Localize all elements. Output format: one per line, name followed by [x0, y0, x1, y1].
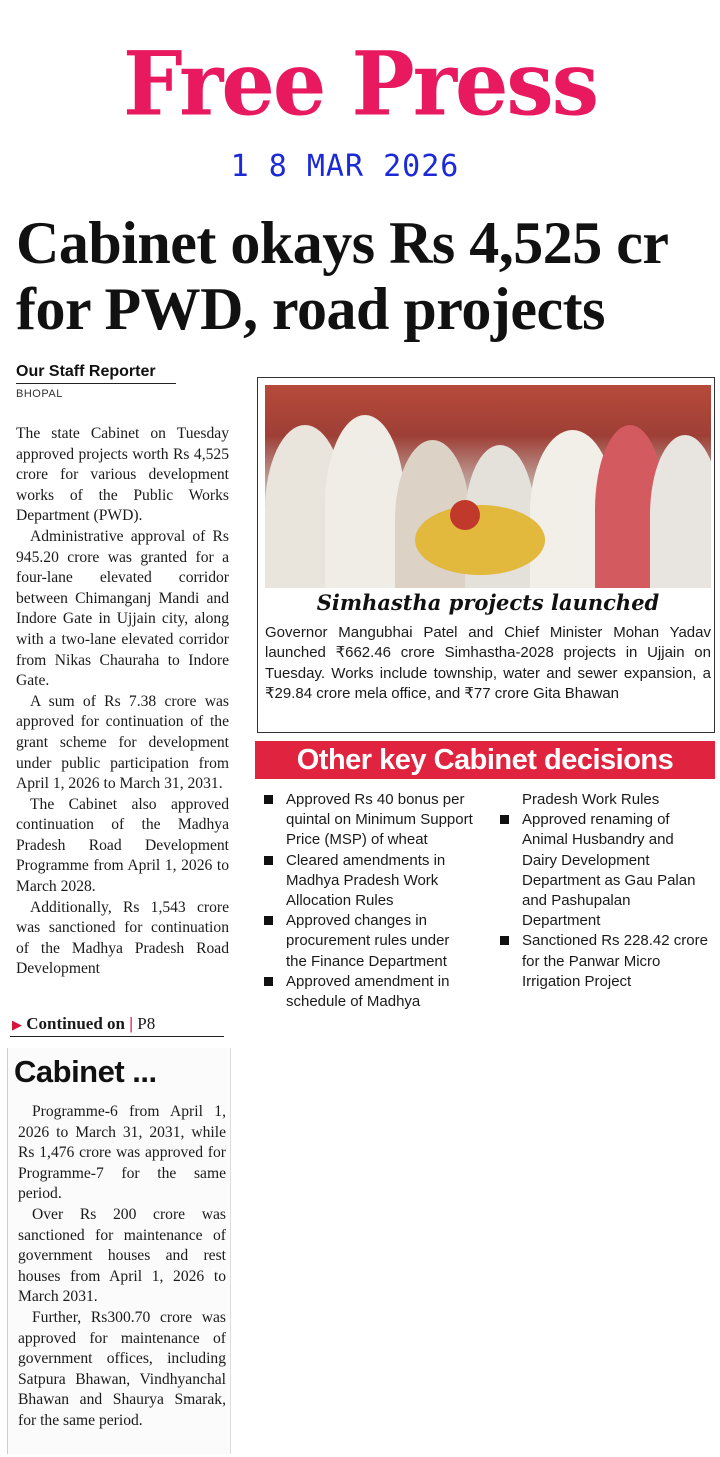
- list-item: Approved changes in procurement rules under the Finance Department: [262, 911, 474, 972]
- photo-caption: Governor Mangubhai Patel and Chief Minister Mohan Yadav launched ₹662.46 crore Simhastha-2028 projects in Ujjain on Tuesday. Works include township, water and sewer expansion, a ₹29.84 crore mela office, and ₹77 crore Gita Bhawan: [265, 624, 711, 703]
- triangle-icon: ▶: [12, 1017, 22, 1032]
- paragraph: Over Rs 200 crore was sanctioned for maintenance of government houses and rest houses from April 1, 2026 to March 2031.: [18, 1205, 226, 1306]
- list-item: Approved renaming of Animal Husbandry and Dairy Development Department as Gau Palan and Pashupalan Department: [498, 810, 710, 931]
- dateline: BHOPAL: [16, 388, 63, 400]
- list-item: Cleared amendments in Madhya Pradesh Work Allocation Rules: [262, 851, 474, 912]
- decisions-banner: Other key Cabinet decisions: [255, 741, 715, 779]
- list-item: Approved Rs 40 bonus per quintal on Minimum Support Price (MSP) of wheat: [262, 790, 474, 851]
- headline: Cabinet okays Rs 4,525 cr for PWD, road projects: [16, 210, 668, 342]
- paragraph: A sum of Rs 7.38 crore was approved for continuation of the grant scheme for development under public participation from April 1, 2026 to March 31, 2031.: [16, 692, 229, 793]
- article-body: [16, 424, 229, 980]
- continuation-body: [18, 1102, 226, 1432]
- list-item: Approved amendment in schedule of Madhya Pradesh Work Rules: [262, 790, 710, 1012]
- continuation-title: Cabinet ...: [14, 1054, 157, 1089]
- column-divider: [10, 1036, 224, 1037]
- list-item: Sanctioned Rs 228.42 crore for the Panwar Micro Irrigation Project: [498, 931, 710, 992]
- continued-page: P8: [137, 1014, 156, 1033]
- paragraph: Additionally, Rs 1,543 crore was sanctioned for continuation of the Madhya Pradesh Road Development: [16, 898, 229, 978]
- news-photo: [265, 385, 711, 588]
- photo-caption-title: Simhastha projects launched: [316, 590, 660, 615]
- paragraph: Programme-6 from April 1, 2026 to March 31, 2031, while Rs 1,476 crore was approved for Programme-7 for the same period.: [18, 1103, 226, 1203]
- byline-divider: [16, 383, 176, 384]
- decisions-list: [262, 790, 710, 1012]
- separator-bar: |: [129, 1014, 133, 1033]
- paragraph: The state Cabinet on Tuesday approved projects worth Rs 4,525 crore for various development works of the Public Works Department (PWD).: [16, 425, 229, 525]
- paragraph: Administrative approval of Rs 945.20 crore was granted for a four-lane elevated corridor between Chimanganj Mandi and Indore Gate in Ujjain city, along with a two-lane elevated corridor from Nikas Chauraha to Indore Gate.: [16, 527, 229, 690]
- continued-label: Continued on: [26, 1014, 125, 1033]
- byline: Our Staff Reporter: [16, 363, 156, 380]
- paragraph: The Cabinet also approved continuation of the Madhya Pradesh Road Development Programme from April 1, 2026 to March 2028.: [16, 795, 229, 896]
- paragraph: Further, Rs300.70 crore was approved for maintenance of government offices, including Satpura Bhawan, Vindhyanchal Bhawan and Shaurya Smarak, for the same period.: [18, 1308, 226, 1429]
- clipping-date: 1 8 MAR 2026: [230, 149, 460, 184]
- masthead-logo: Free Press: [123, 31, 597, 136]
- continued-on: [12, 1014, 222, 1035]
